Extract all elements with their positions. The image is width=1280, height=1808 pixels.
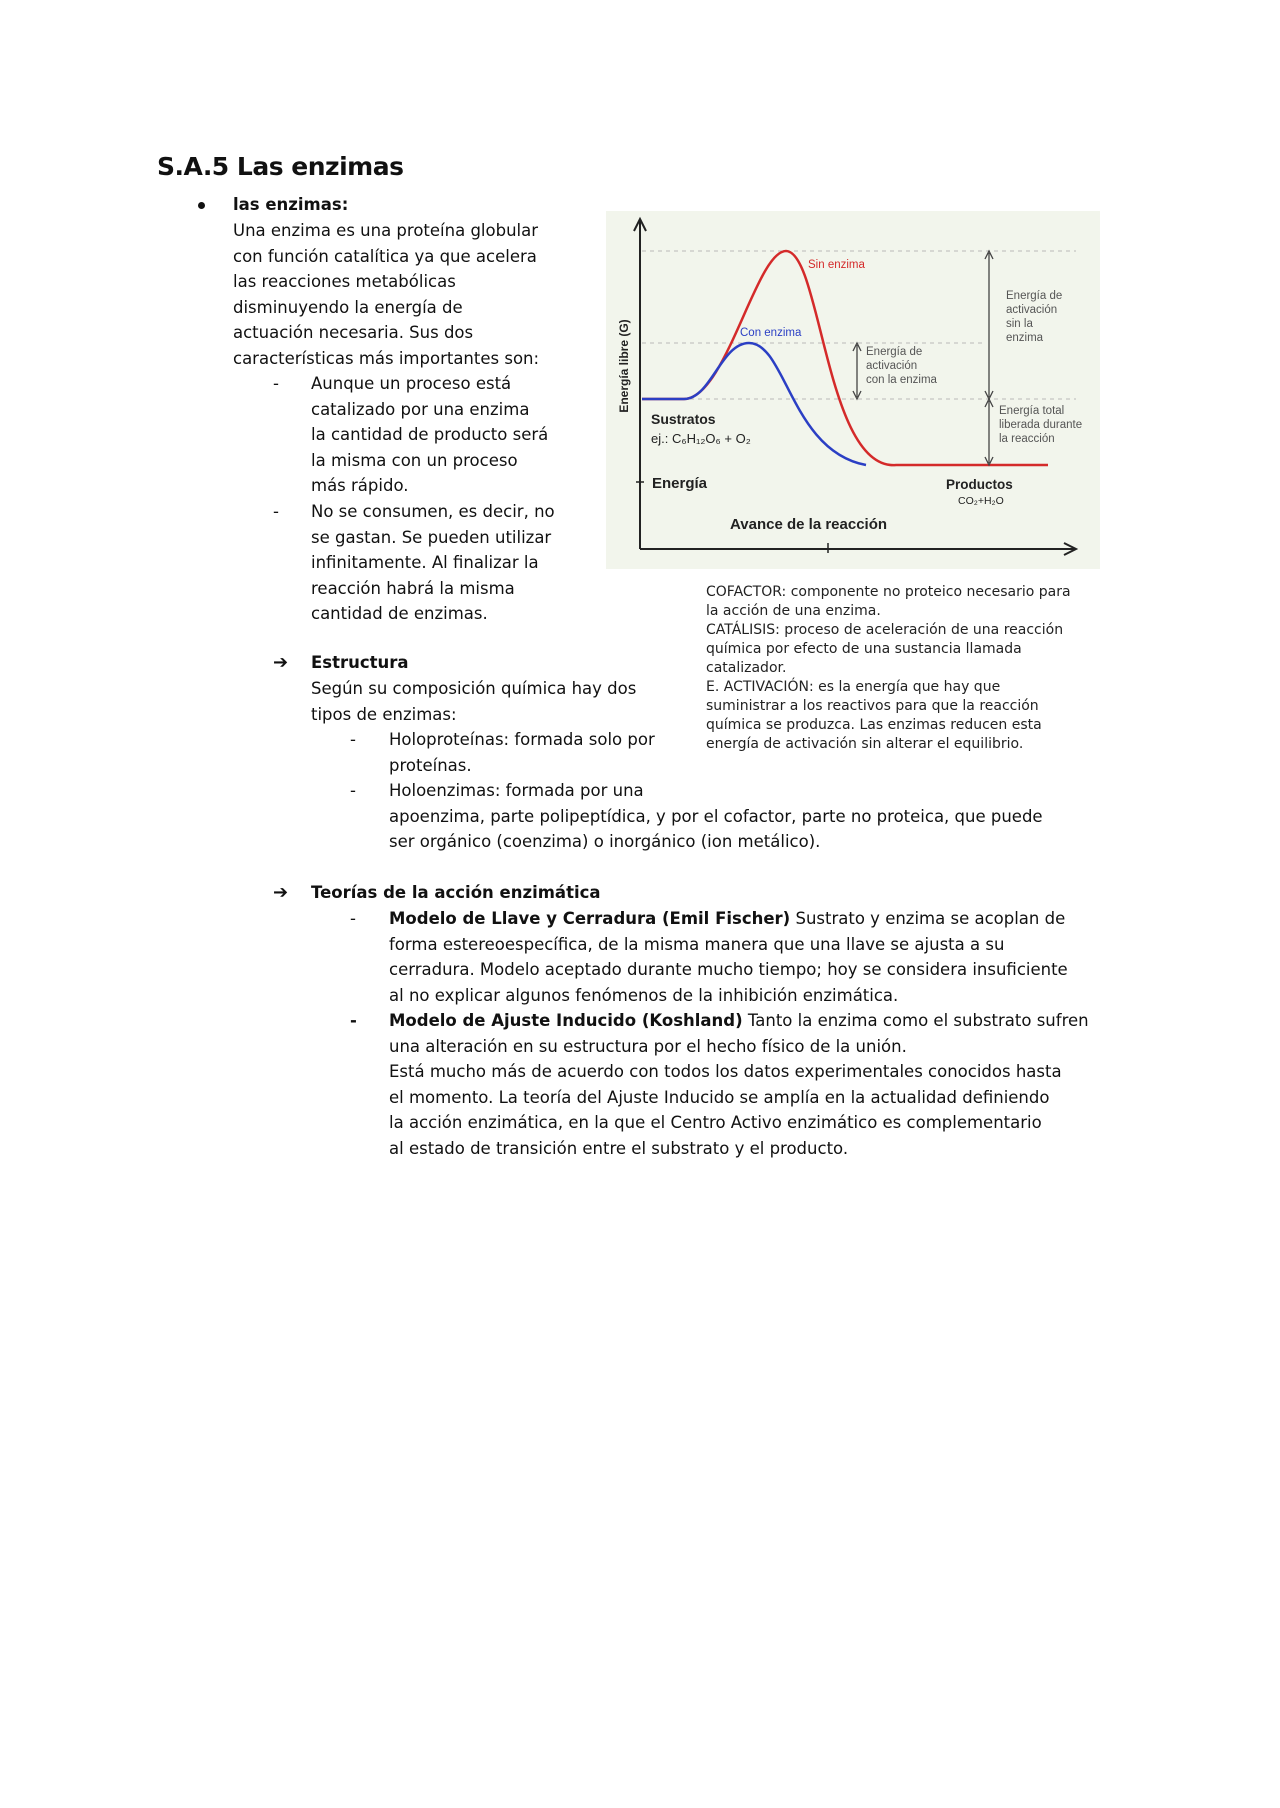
dash-marker: -: [273, 374, 279, 393]
text-line: reacción habrá la misma: [311, 578, 515, 598]
arrow-icon: ➔: [273, 882, 289, 903]
productos-formula: CO₂+H₂O: [958, 495, 1004, 507]
point-1: [311, 371, 548, 499]
definitions-note: [706, 583, 1071, 754]
act-sin-label: Energía de activación sin la enzima: [1006, 290, 1063, 344]
text-line: actuación necesaria. Sus dos: [233, 323, 474, 342]
note-line: la acción de una enzima.: [706, 603, 881, 619]
note-line: COFACTOR: componente no proteico necesario para: [706, 584, 1071, 600]
text-line: la acción enzimática, en la que el Centro Activo enzimático es complementario: [389, 1113, 1042, 1132]
total-label: Energía total liberada durante la reacción: [999, 405, 1083, 445]
note-line: CATÁLISIS: proceso de aceleración de una reacción: [706, 622, 1064, 638]
text-line: [389, 1008, 1089, 1034]
text-line: Está mucho más de acuerdo con todos los datos experimentales conocidos hasta: [389, 1062, 1062, 1081]
note-line: E. ACTIVACIÓN: es la energía que hay que: [706, 679, 1001, 695]
estructura-intro: [311, 676, 636, 727]
text-line: [389, 906, 1068, 932]
intro-heading: las enzimas:: [233, 195, 349, 214]
ajuste-inducido-title: Modelo de Ajuste Inducido (Koshland): [389, 1011, 743, 1030]
ajuste-inducido-item: [389, 1008, 1089, 1161]
text-line: tipos de enzimas:: [311, 704, 457, 724]
text-line: las reacciones metabólicas: [233, 272, 456, 291]
note-line: suministrar a los reactivos para que la reacción: [706, 698, 1039, 714]
text-line: ser orgánico (coenzima) o inorgánico (ion metálico).: [389, 832, 821, 851]
text-line: No se consumen, es decir, no: [311, 502, 555, 521]
point-2: [311, 499, 555, 627]
text-run: Tanto la enzima como el substrato sufren: [742, 1011, 1089, 1030]
x-axis-label: Avance de la reacción: [730, 516, 888, 533]
y-axis-label: Energía libre (G): [617, 319, 631, 413]
text-line: catalizado por una enzima: [311, 399, 530, 419]
productos-label: Productos: [946, 477, 1013, 492]
text-line: disminuyendo la energía de: [233, 297, 463, 317]
dash-marker: -: [350, 909, 356, 928]
dash-marker: -: [350, 730, 356, 749]
holoproteinas-item: [389, 727, 655, 778]
note-line: catalizador.: [706, 660, 787, 676]
text-line: Holoproteínas: formada solo por: [389, 730, 655, 749]
estructura-heading: Estructura: [311, 653, 409, 672]
bullet-dot: [198, 202, 205, 209]
text-line: la misma con un proceso: [311, 450, 518, 470]
sustratos-label: Sustratos: [651, 411, 716, 427]
text-line: el momento. La teoría del Ajuste Inducido se amplía en la actualidad definiendo: [389, 1087, 1050, 1107]
text-line: más rápido.: [311, 476, 409, 495]
text-line: proteínas.: [389, 755, 472, 775]
intro-paragraph: [233, 218, 539, 371]
text-line: Holoenzimas: formada por una: [389, 781, 644, 800]
holoenzimas-item: [389, 778, 1043, 855]
teorias-heading: Teorías de la acción enzimática: [311, 883, 601, 902]
dash-marker: -: [350, 781, 356, 800]
energy-diagram-svg: [606, 211, 1100, 569]
text-line: Aunque un proceso está: [311, 374, 512, 393]
text-line: al estado de transición entre el substrato y el producto.: [389, 1138, 849, 1158]
text-line: apoenzima, parte polipeptídica, y por el cofactor, parte no proteica, que puede: [389, 806, 1043, 826]
ejemplo-label: ej.: C₆H₁₂O₆ + O₂: [651, 431, 751, 446]
page-title: S.A.5 Las enzimas: [157, 152, 404, 181]
sin-enzima-label: Sin enzima: [808, 259, 865, 271]
text-line: al no explicar algunos fenómenos de la inhibición enzimática.: [389, 985, 899, 1005]
text-line: cerradura. Modelo aceptado durante mucho tiempo; hoy se considera insuficiente: [389, 960, 1068, 979]
energy-diagram: [606, 211, 1100, 569]
text-line: una alteración en su estructura por el hecho físico de la unión.: [389, 1036, 907, 1056]
dash-marker: -: [273, 502, 279, 521]
text-line: se gastan. Se pueden utilizar: [311, 527, 552, 547]
text-line: la cantidad de producto será: [311, 425, 549, 444]
text-line: Una enzima es una proteína globular: [233, 221, 539, 240]
con-enzima-curve: [642, 343, 866, 465]
note-line: química se produzca. Las enzimas reducen esta: [706, 717, 1042, 733]
text-line: con función catalítica ya que acelera: [233, 246, 537, 266]
llave-cerradura-title: Modelo de Llave y Cerradura (Emil Fischer): [389, 909, 791, 928]
arrow-icon: ➔: [273, 652, 289, 673]
llave-cerradura-item: [389, 906, 1068, 1008]
text-line: infinitamente. Al finalizar la: [311, 553, 539, 572]
energia-label: Energía: [652, 475, 708, 492]
note-line: energía de activación sin alterar el equilibrio.: [706, 736, 1024, 752]
text-line: características más importantes son:: [233, 348, 540, 368]
con-enzima-label: Con enzima: [740, 327, 802, 339]
text-line: cantidad de enzimas.: [311, 604, 488, 623]
act-con-label: Energía de activación con la enzima: [866, 346, 937, 386]
dash-marker: -: [350, 1011, 357, 1030]
text-line: Según su composición química hay dos: [311, 679, 637, 698]
text-line: forma estereoespecífica, de la misma manera que una llave se ajusta a su: [389, 934, 1005, 954]
text-run: Sustrato y enzima se acoplan de: [790, 909, 1066, 928]
note-line: química por efecto de una sustancia llamada: [706, 641, 1022, 657]
